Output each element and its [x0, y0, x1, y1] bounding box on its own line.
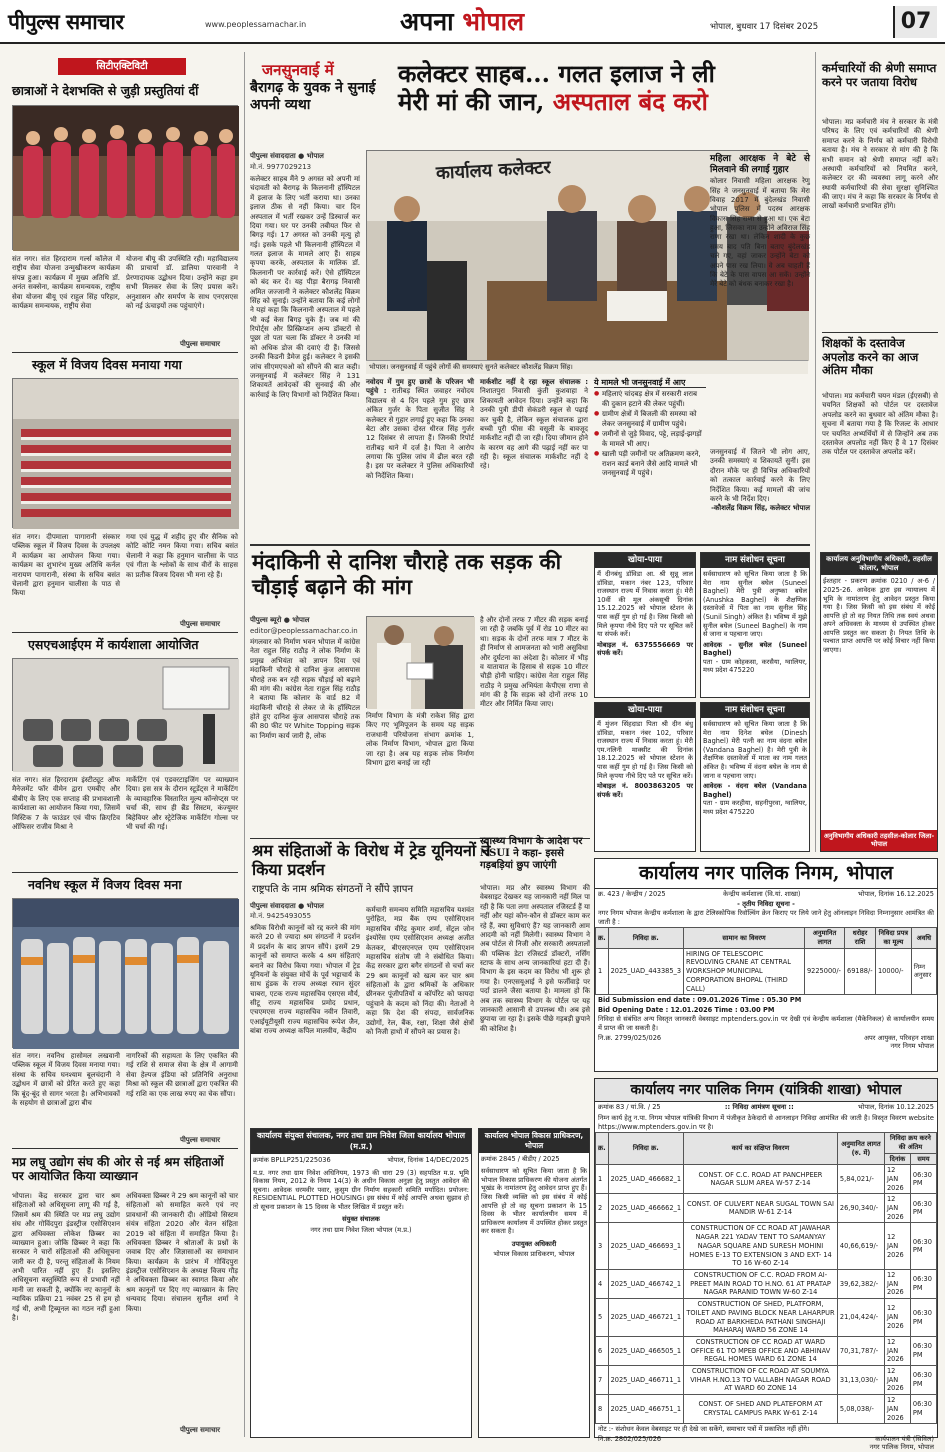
table-cell: 06:30 PM [910, 1194, 936, 1223]
table-cell: 8 [596, 1395, 609, 1424]
sub-headline: महिला आरक्षक ने बेटे से मिलवाने की लगाई गुहार [710, 154, 810, 175]
photo-sign: कार्यालय कलेक्टर [435, 157, 552, 184]
table-row [596, 1366, 937, 1395]
table-row [596, 1299, 937, 1337]
tender-table [595, 1132, 937, 1424]
story-text: अधिवक्ता छिब्बर ने 29 श्रम कानूनों को चार संहिताओं को समाहित करने एवं नए प्रावधानों की जानकारी दी। ऑडियो सिस्टम संयंत्र संहिता 2020 और वेतन संहिता 2019 को संहिता में समाहित किया है। अधिवक्ता छिब्बर ने श्रोताओं के प्रश्नों के जवाब दिए और जिज्ञासाओं का समाधान किया। कार्यक्रम के प्रारंभ में गोविंदपुरा इंडस्ट्रीज एसोसिएशन के अध्यक्ष विजय गौड़ ने अधिवक्ता छिब्बर का स्वागत किया और श्रम कानूनों पर दिए गए व्याख्यान के लिए धन्यवाद दिया। संचालन सुनील शर्मा ने किया। [126, 1192, 238, 1313]
ad-text: सर्वसाधारण को सूचित किया जाता है कि भोपाल विकास प्राधिकरण की योजना अंतर्गत भूखंड के नामांतरण हेतु आवेदन प्राप्त हुए हैं। जिस किसी व्यक्ति को इस संबंध में कोई आपत्ति हो तो वह सूचना प्रकाशन के 15 दिवस के भीतर कार्यालयीन समय में प्राधिकरण कार्यालय में उपस्थित होकर प्रस्तुत कर सकता है। [481, 1167, 587, 1236]
ad-signature: संयुक्त संचालक [342, 1215, 380, 1224]
sub-text: निशातपुरा निवासी कुंती कुशवाहा ने शिकायती आवेदन दिया। उन्होंने कहा कि उनकी पुत्री डीपी सेकंडरी स्कूल से पढ़ाई कर चुकी है, लेकिन स्कूल संचालक द्वारा बच्ची पूरी फीस की वसूली के बावजूद मार्कशीट नहीं दी जा रही। दिया जीमान होने के कारण वह आगे की पढ़ाई नहीं कर पा रही है। स्कूल संचालक मार्कशीट नहीं दे रहे। [480, 387, 588, 471]
col-header: निविदा क्र. [608, 1133, 683, 1165]
table-row [596, 1270, 937, 1299]
story-text: भोपाल। मप्र और स्वास्थ्य विभाग की वेबसाइट देखकर यह जानकारी नहीं मिल पा रही है कि पता लगा अस्पताल रजिस्टर्ड हैं या नहीं और यहां कौन-कौन से डॉक्टर काम कर रहे हैं, क्या सुविधाएं हैं? यह जानकारी आम आदमी को नहीं मिलेगी। स्वास्थ्य विभाग ने अब पोर्टल से निजी और सरकारी अस्पतालों की पब्लिक डेटा रजिस्टर्ड डॉक्टरों, नर्सिंग स्टाफ के साथ अन्य जानकारियां हटा दी हैं। विभाग के इस कदम का विरोध भी शुरू हो गया है। एनएसयूआई ने इसे फर्जीवाड़े पर पर्दा डालने जैसा बताया है। मामला हो कि अब तक स्वास्थ्य विभाग के पोर्टल पर यह जानकारी आसानी से उपलब्ध थी। अब इसे छुपाया जा रहा है। इसके पीछे गड़बड़ी छुपाने की कोशिश है। [480, 884, 590, 1033]
credit: पीपुल्स समाचार [180, 620, 221, 628]
ad-signature: उपायुक्त अधिकारी [511, 1239, 557, 1248]
table-cell: 7 [596, 1366, 609, 1395]
signature-line2: नगर निगम भोपाल [890, 1042, 934, 1051]
page-number: 07 [893, 6, 937, 38]
tender-intro: निम्न कार्य हेतु न.पा. निगम भोपाल यांत्रिकी विभाग में पंजीकृत ठेकेदारों से आनलाइन निविदा आमंत्रित की जाती है। विस्तृत विवरण website https://www.mptenders.gov.in पर है। [598, 1114, 934, 1131]
story-text: निर्माण विभाग के मंत्री राकेश सिंह द्वारा किए गए भूमिपूजन के समय यह सड़क राजधानी परियोजना संभाग क्रमांक 1, लोक निर्माण विभाग, भोपाल द्वारा किया जा रहा है। अब यह सड़क लोक निर्माण विभाग द्वारा बनाई जा रही [366, 712, 474, 767]
notice-text: मैं दीनबंधु डॉविडा आ. श्री सुन्नू लाल डॉविडा, मकान नंबर 123, परिवार राजस्थान राज्य में निवास करता हूं। मेरी 10वीं की मूल अंकसूची दिनांक 15.12.2025 को भोपाल स्टेशन के पास कहीं गुम हो गई है। जिस किसी को मिले कृपया नीचे दिए पते पर सूचित करें या संपर्क करें। [597, 570, 693, 639]
tender-notice-2 [594, 1078, 938, 1452]
lost-found-notice [594, 552, 696, 698]
tender-notice-head: :: निविदा आमंत्रण सूचना :: [724, 1103, 794, 1112]
table-cell: CONSTRUCTION OF SHED, PLATFORM, TOILET AND PAVING BLOCK NEAR LAHARPUR ROAD AT BARKHEDA PATHANI SINGHAJI MAHARAJ WARD 56 ZONE 14 [684, 1299, 838, 1337]
tender-signature [864, 1034, 934, 1051]
col-header: क्र. [596, 928, 609, 948]
table-cell: 06:30 PM [910, 1366, 936, 1395]
table-header-row [596, 928, 937, 948]
story-headline: स्कूल में विजय दिवस मनाया गया [32, 357, 182, 372]
story-text: गया एवं युद्ध में शहीद हुए वीर सैनिक को कोटि कोटि नमन किया गया। सचिव बसंत चेलानी ने कहा कि हनुमान चालीसा के पाठ एवं गीता के श्लोकों के साथ वीरों के साहस का प्रतीक विजय दिवस भी मना रहे हैं। [126, 533, 238, 579]
sub-text: रातीबड़ स्थित जवाहर नवोदय विद्यालय से 4 दिन पहले गुम हुए छात्र अंकित गुर्जर के पिता सुजीत सिंह ने कलेक्टर से गुहार लगाई हुए कहा कि उनका बेटा और उसका दोस्त धीरज सिंह गुर्जर 12 दिसंबर से लापता हैं। जिनकी रिपोर्ट रातीबड़ थाने में दर्ज है। पिता ने आरोप लगाया कि पुलिस जांच में ढील बरत रही है। इस पर कलेक्टर ने पुलिस अधिकारियों को निर्देशित किया। [366, 387, 474, 480]
memo-photo [366, 616, 474, 708]
story-text: संत नगर। संत हिरदाराम इंस्टीट्यूट ऑफ मैनेजमेंट फॉर वीमेन द्वारा एमबीए और बीबीए के लिए एक सप्ताह की प्रभावशाली कार्यशाला का आयोजन किया गया, जिसमें मिस्टिक 7 के फाउंडर एवं चीफ क्रिएटिव ऑफिसर राजीव मिश्रा ने [12, 776, 120, 831]
photo-caption: भोपाल। जनसुनवाई में पहुंचे लोगों की समस्याएं सुनते कलेक्टर कौशलेंद्र विक्रम सिंह। [366, 360, 808, 374]
table-row [596, 1165, 937, 1194]
byline: पीपुल्स संवाददाता ● भोपाल [250, 152, 324, 160]
signature-line2: नगर पालिक निगम, भोपाल [869, 1443, 934, 1452]
notice-text: सर्वसाधारण को सूचित किया जाता है कि मेरा नाम सुनील बघेल (Suneel Baghel) मेरी पुत्री अनुष्का बघेल (Anushka Baghel) के शैक्षणिक दस्तावेजों में पिता का नाम सुनील सिंह (Sunil Singh) अंकित है। भविष्य में मुझे सुनील बघेल (Suneel Baghel) के नाम से जाना व पहचाना जाए। [703, 570, 807, 639]
tender-intro: नगर निगम भोपाल केन्द्रीय कर्मशाला के द्वारा टेलिस्कोपिक रिवॉल्विंग क्रेन किराए पर लिये जाने हेतु ऑनलाइन निविदा निम्नानुसार आमंत्रित की जाती है : [598, 909, 934, 926]
table-row [596, 1223, 937, 1270]
credit: पीपुल्स समाचार [180, 1136, 221, 1144]
byline: पीपुल्स संवाददाता ● भोपाल [250, 902, 324, 910]
tender-notice-head: - तृतीय निविदा सूचना - [737, 899, 795, 908]
table-cell: 2025_UAD_466742_1 [608, 1270, 683, 1299]
col-header: दिनांक [884, 1153, 910, 1165]
notice-address: पता - ग्राम करहीया, सहनीपुरवा, ग्वालियर, मध्य प्रदेश 475220 [703, 799, 807, 816]
ad-title: कार्यालय भोपाल विकास प्राधिकरण, भोपाल [479, 1129, 589, 1153]
column-rule [815, 52, 816, 852]
photo-graphic [13, 659, 239, 772]
lead-headline-part: मेरी मां की जान, [398, 87, 545, 117]
table-cell: 2025_UAD_466505_1 [608, 1336, 683, 1365]
notice-title: कार्यालय अनुविभागीय अधिकारी, तहसील कोलार, भोपाल [821, 553, 937, 575]
divider [250, 544, 810, 546]
issue-item: ● खाली पड़ी जमीनों पर अतिक्रमण करने, राशन कार्ड बनाने जैसे आदि मामले भी जनसुनवाई में पहुंचे। [594, 450, 706, 478]
table-cell: 1 [596, 1165, 609, 1194]
table-cell: CONSTRUCTION OF CC ROAD AT WARD OFFICE 61 TO MPEB OFFICE AND ABHINAV REGAL HOMES WARD 61 ZONE 14 [684, 1336, 838, 1365]
col-header: सामान का विवरण [684, 928, 805, 948]
table-cell: CONSTRUCTION OF C.C. ROAD FROM AI-PREET MAIN ROAD TO H.NO. 61 AT PRATAP NAGAR PARANID TOWN W-60 Z-14 [684, 1270, 838, 1299]
table-cell: 2025_UAD_466682_1 [608, 1165, 683, 1194]
bda-ad [478, 1128, 590, 1438]
lead-headline-line2 [398, 88, 810, 116]
notice-address: पता - ग्राम कोहकसा, करसैया, ग्वालियर, मध्य प्रदेश 475220 [703, 657, 807, 675]
table-cell: CONSTRUCTION OF CC ROAD AT JAWAHAR NAGAR 221 YADAV TENT TO SAMANYAY NAGAR SQUARE AND SURESH MOHINI HOMES E-13 TO EXTENSION 3 AND EXT- 14 TO 16 W-60 Z-14 [684, 1223, 838, 1270]
story-headline: मंदाकिनी से दानिश चौराहे तक सड़क की चौड़ाई बढ़ाने की मांग [252, 549, 562, 599]
tender-note: नोट :- संशोधन केवल वेबसाइट पर ही देखे जा सकेंगे, समाचार पत्रों में प्रकाशित नहीं होंगे। [598, 1425, 810, 1434]
phone: मो.नं. 9977029213 [250, 163, 312, 171]
tender-ref2: नि.क्र. 2802/025/026 [598, 1434, 662, 1443]
divider [12, 352, 238, 353]
ad-date: भोपाल, दिनांक 14/DEC/2025 [387, 1156, 469, 1165]
section-title-accent: भोपाल [462, 7, 525, 36]
table-cell: 2025_UAD_466721_1 [608, 1299, 683, 1337]
divider [12, 632, 238, 633]
table-cell: CONST. OF CULVERT NEAR SUGAL TOWN SAI MANDIR W-61 Z-14 [684, 1194, 838, 1223]
phone: मो.नं. 9425493055 [250, 912, 312, 920]
table-cell: 12 JAN 2026 [884, 1336, 910, 1365]
tender-signature [870, 1435, 934, 1452]
story-text: भोपाल। केंद्र सरकार द्वारा चार श्रम संहिताओं को अधिसूचना लागू की गई है, जिसमें श्रम की स्थिति पर मप्र लघु उद्योग संघ और गोविंदपुरा इंडस्ट्रीज एसोसिएशन द्वारा अधिवक्ता लोकेश छिब्बर का व्याख्यान हुआ। जोकि छिब्बर ने कहा कि सरकार ने चारों संहिताओं की अधिसूचना जारी कर दी है, परन्तु संहिताओं के नियम अभी पारित नहीं हुए हैं। इसलिए अधिसूचना वस्तुस्थिति रूप से प्रभावी नहीं मानी जा सकती है, क्योंकि नए कानूनों के न्यायिक प्रक्रिया 21 नवंबर 25 से हम हो गई थी, अभी ट्रिब्यूनल का गठन नहीं हुआ है। [12, 1192, 120, 1322]
table-cell: 5,84,021/- [837, 1165, 884, 1194]
lead-right-column [710, 154, 810, 444]
table-cell: 12 JAN 2026 [884, 1165, 910, 1194]
table-cell: 12 JAN 2026 [884, 1299, 910, 1337]
notice-contact: मोबाइल नं. 6375556669 पर संपर्क करें। [597, 640, 693, 658]
table-cell: 06:30 PM [910, 1223, 936, 1270]
col-header: निविदा क्र. [608, 928, 683, 948]
table-cell: 06:30 PM [910, 1336, 936, 1365]
sub-headline: नवोदय में गुम हुए छात्रों के परिजन भी पहुंचे : [366, 378, 474, 396]
table-cell: 12 JAN 2026 [884, 1395, 910, 1424]
col-header: अनुमानित लागत (रु. में) [837, 1133, 884, 1165]
table-cell: 2025_UAD_466693_1 [608, 1223, 683, 1270]
sub-text: कोलार निवासी महिला आरक्षक रेणु सिंह ने जनसुनवाई में बताया कि मेरा विवाह 2017 में बुंदेलखंड निवासी भोपाल पुलिस में पदस्थ आरक्षक विकास सिंह राणा से हुआ था। एक बेटा हुआ, जिसका नाम उन्होंने अविराज सिंह राणा रखा था। लेकिन शादी के कुछ समय बाद पति बिना बताए बुंदेलखंड चले गए, वहां जाकर उन्होंने बेटा को अपने पास रख लिया। वे अब चाहती हैं कि बेटे के पास वापस आ सकें। उन्होंने मेरे बेटे को बंधक बनाकर रखा है। [710, 177, 810, 289]
photo-graphic [13, 106, 239, 251]
notice-signature: अनुविभागीय अधिकारी तहसील-कोलार जिला-भोपाल [821, 830, 937, 851]
story-headline: श्रम संहिताओं के विरोध में ट्रेड यूनियनों ने किया प्रदर्शन [252, 841, 491, 879]
table-cell: 2025_UAD_466662_1 [608, 1194, 683, 1223]
story-text: योजना बीयू की उपस्थिति रही। महाविद्यालय की प्राचार्या डॉ. डालिया पारवानी ने प्रेरणादायक उद्बोधन दिया। उन्होंने कहा हम सभी मिलकर सेवा के लिए प्रयास करें। अनुशासन और समर्पण के साथ एनएसएस को नई ऊंचाइयों तक पहुंचाएंगे। [126, 255, 238, 310]
story-text: नागरिकों की सहायता के लिए एकत्रित की गई राशि से समाज सेवा के क्षेत्र में आगामी सेवा हेल्पज इंडिया को प्रतिनिधि अनुराधा मिश्रा को स्कूल की छात्राओं द्वारा एकत्रित की गई राशि का एक लाख रुपए का चेक सौंपा। [126, 1052, 238, 1098]
story-text: कर्मचारी समन्वय समिति महासचिव यशवंत पुरोहित, मप्र बैंक एम्प एसोसिएशन महासचिव वीरेंद्र कुमार शर्मा, सेंट्रल जोन इंश्योरेंस एम्प एसोसिएशन अध्यक्ष अजीत केतकर, बीएसएनएल एम्प एसोसिएशन महासचिव संतोष जी ने संबोधित किया। केंद्र सरकार द्वारा बगैर संगठनों से चर्चा कर 29 श्रम कानूनों को खत्म कर चार श्रम संहिताओं के द्वारा श्रमिकों के अधिकार छीनकर पूंजीपतियों व कॉर्पोरेट को फायदा पहुंचाने के कदम को निंदा की। नेताओं ने कहा कि देश की संपदा, सार्वजनिक उद्योगों, रेल, बैंक, रक्षा, शिक्षा जैसे क्षेत्रों को निजी हाथों में सौंपने का प्रयास है। [366, 906, 474, 1036]
table-cell: CONST. OF SHED AND PLATEFORM AT CRYSTAL CAMPUS PARK W-61 Z-14 [684, 1395, 838, 1424]
table-cell: 26,90,340/- [837, 1194, 884, 1223]
table-cell: 1 [596, 948, 609, 995]
website-url[interactable]: www.peoplessamachar.in [205, 20, 307, 29]
newspaper-brand: पीपुल्स समाचार [8, 9, 124, 34]
table-cell: 6 [596, 1336, 609, 1365]
table-cell: HIRING OF TELESCOPIC REVOLVING CRANE AT CENTRAL WORKSHOP MUNICIPAL CORPORATION BHOPAL (THIRD CALL) [684, 948, 805, 995]
table-row [596, 1194, 937, 1223]
ad-signature-line2: भोपाल विकास प्राधिकरण, भोपाल [493, 1250, 575, 1259]
section-title [400, 5, 524, 38]
col-header: कार्य का संक्षिप्त विवरण [684, 1133, 838, 1165]
notice-title: खोया-पाया [595, 703, 695, 718]
story-headline: कर्मचारियों की श्रेणी समाप्त करने पर जताया विरोध [822, 61, 937, 89]
tender-table [595, 927, 937, 995]
table-cell: 3 [596, 1223, 609, 1270]
signature-line1: अपर आयुक्त, परिवहन शाखा [864, 1033, 934, 1042]
quote-author: -कौशलेंद्र विक्रम सिंह, कलेक्टर भोपाल [711, 504, 810, 513]
photo-graphic [13, 899, 239, 1049]
ad-signature-line2: नगर तथा ग्राम निवेश जिला भोपाल (म.प्र.) [310, 1226, 412, 1235]
story-text: है और दोनों तरफ 7 मीटर की सड़क बनाई जा रही है जबकि पूर्व में रोड 10 मीटर का था। सड़क के दोनों तरफ मात्र 7 मीटर के ही निर्माण से आमजनता को भारी असुविधा और दुर्घटना का अंदेशा है। कोलार में भीड़ व यातायात के हिसाब से सड़क 10 मीटर चौड़ी होनी चाहिए। कांग्रेस नेता राहुल सिंह राठौड़ ने प्रमुख अभियंता केपीएस राणा से मांग की है कि सड़क को दोनों तरफ 10 मीटर और निर्मित किया जाए। [480, 616, 588, 709]
col-group-header: निविदा क्रय करने की अंतिम [884, 1133, 936, 1153]
story-headline: नवनिध स्कूल में विजय दिवस मना [28, 877, 182, 892]
table-row [596, 948, 937, 995]
story-text: मार्केटिंग एवं एडवरटाइजिंग पर व्याख्यान दिया। इस सत्र के दौरान स्टूडेंट्स ने मार्केटिंग के व्यावहारिक विस्तारित मूल्य कॉन्सेप्ट्स पर चर्चा की, साथ ही ब्रैंड सिस्टम, कंज्यूमर बिहेवियर और स्ट्रेटेजिक मार्केटिंग गोल्स पर भी चर्चा की गई। [126, 776, 238, 831]
issue-item: ● जमीनों से जुड़े विवाद, पट्टे, लड़ाई-झगड़ों के मामले भी आए। [594, 430, 706, 449]
notice-title: नाम संशोधन सूचना [701, 553, 809, 568]
lead-side-headline: बैरागढ़ के युवक ने सुनाई अपनी व्यथा [250, 80, 376, 113]
table-cell: निम्न अनुसार [911, 948, 936, 995]
story-text: श्रमिक विरोधी कानूनों को रद्द करने की मांग करते 20 से ज्यादा श्रम संगठनों ने प्रदर्शन में प्रदर्शन के बाद ज्ञापन सौंपे। इसमें 29 कानूनों को समाप्त करके 4 श्रम संहिताएं बनाने का विरोध किया गया। भोपाल में ट्रेड यूनियनों के संयुक्त मोर्चे के पूर्व भट्टाचार्य के साथ हुंडक के राज्य अध्यक्ष रघान सुंदर चाबरा, एटक राज्य महासचिव एसएस मौर्य, सीटू राज्य महासचिव प्रमोद प्रधान, एचएमएस राज्य महासचिव नवीन तिवारी, एआईयूटीयूसी राज्य महासचिव रूपेश जैन, बांबा राज्य अध्यक्ष कपिल मालवीय, केंद्रीय [250, 924, 360, 1036]
table-cell: 9225000/- [804, 948, 844, 995]
tender-title: कार्यालय नगर पालिक निगम (यांत्रिकी शाखा) भोपाल [595, 1079, 937, 1102]
issue-item: ● महिलाएं चांदबड़ क्षेत्र में सरकारी शराब की दुकान हटाने की लेकर पहुंचीं। [594, 390, 706, 409]
table-cell: 06:30 PM [910, 1299, 936, 1337]
tender-notice-1 [594, 858, 938, 1072]
tender-footer: निविदा से संबंधित अन्य विस्तृत जानकारी वेबसाइट mptenders.gov.in पर देखी एवं केन्द्रीय कर्मशाला (मैकेनिकल) से कार्यालयीन समय में प्राप्त की जा सकती है। [598, 1015, 934, 1032]
notice-signature: आवेदक - सुनील बघेल (Suneel Baghel) [703, 640, 807, 658]
tender-ref2: नि.क्र. 2799/025/026 [598, 1033, 662, 1042]
ad-title: कार्यालय संयुक्त संचालक, नगर तथा ग्राम निवेश जिला कार्यालय भोपाल (म.प्र.) [251, 1129, 471, 1154]
notice-text: ईश्तहार - प्रकरण क्रमांक 0210 / अ-6 / 2025-26. आवेदक द्वारा इस न्यायालय में भूमि के नामांतरण हेतु आवेदन प्रस्तुत किया गया है। जिस किसी को इस संबंध में कोई आपत्ति हो तो वह नियत तिथि तक स्वयं अथवा अपने अधिवक्ता के माध्यम से उपस्थित होकर आपत्ति प्रस्तुत कर सकता है। नियत तिथि के पश्चात प्राप्त आपत्ति पर कोई विचार नहीं किया जाएगा। [823, 577, 935, 654]
table-header-row [596, 1133, 937, 1153]
signature-line1: कार्यपालन यंत्री (सिविल) [875, 1434, 934, 1443]
table-cell: 12 JAN 2026 [884, 1223, 910, 1270]
table-cell: 69188/- [845, 948, 876, 995]
story-headline: एसएचआईएम में कार्यशाला आयोजित [28, 637, 199, 652]
dateline: भोपाल, बुधवार 17 दिसंबर 2025 [710, 22, 819, 32]
lead-headline-line1: कलेक्टर साहब... गलत इलाज ने ली [398, 59, 715, 88]
section-kicker: सिटीएक्टिविटी [58, 58, 186, 75]
table-cell: 2 [596, 1194, 609, 1223]
story-headline: स्वास्थ्य विभाग के आदेश पर NSUI ने कहा- इससे गड़बड़ियां छुप जाएंगी [480, 836, 583, 871]
col-header: अनुमानित लागत [804, 928, 844, 948]
col-header: अवधि [911, 928, 936, 948]
col-header: समय [910, 1153, 936, 1165]
notice-contact: मोबाइल नं. 8003863205 पर संपर्क करें। [597, 782, 693, 799]
workshop-photo [12, 658, 238, 771]
divider [12, 872, 238, 873]
lost-found-notice [594, 702, 696, 852]
school-event-photo [12, 378, 238, 528]
table-cell: 12 JAN 2026 [884, 1270, 910, 1299]
col-header: क्र. [596, 1133, 609, 1165]
table-body [596, 948, 937, 995]
also-raised-box [594, 378, 706, 538]
table-cell: 10000/- [875, 948, 911, 995]
table-cell: 12 JAN 2026 [884, 1366, 910, 1395]
story-text: संत नगर। संत हिरदाराम गर्ल्स कॉलेज में राष्ट्रीय सेवा योजना उन्मुखीकरण कार्यक्रम संपन्न हुआ। कार्यक्रम में मुख्य अतिथि डॉ. अनंत सक्सेना, कार्यक्रम समन्वयक, राष्ट्रीय सेवा योजना बीयू एवं राहुल सिंह परिहार, कार्यक्रम समन्वयक, राष्ट्रीय सेवा [12, 255, 120, 310]
notice-text: मैं मुंजन सिंहदाडा पिता श्री दीन बंधु डॉविडा, मकान नंबर 102, परिवार राजस्थान राज्य में निवास करता हूं। मेरी एम.नलिनी माक्सीट की दिनांक 18.12.2025 को भोपाल स्टेशन के पास कहीं गुम हो गई है। जिस किसी को मिले कृपया नीचे दिए पते पर सूचित करें। [597, 720, 693, 780]
story-subhead: राष्ट्रपति के नाम श्रमिक संगठनों ने सौंपे ज्ञापन [252, 884, 414, 895]
name-change-notice [700, 702, 810, 852]
sub-headline: ये मामले भी जनसुनवाई में आए [594, 378, 706, 388]
lead-subsection [480, 378, 588, 530]
table-cell: 2025_UAD_466751_1 [608, 1395, 683, 1424]
quote-text: जनसुनवाई में जितने भी लोग आए, उनकी समस्याएं व शिकायतें सुनीं। इस दौरान मौके पर ही विभिन्न अधिकारियों को तत्काल कार्रवाई करने के लिए निर्देशित किया। कई मामलों की जांच करने के भी निर्देश दिए। [710, 448, 810, 503]
lead-text: कलेक्टर साहब मैंने 9 अगस्त को अपनी मां चंदावती को बैरागढ़ के किलनानी हॉस्पिटल में इलाज के लिए भर्ती कराया था। उनका इलाज ठीक से नहीं किया। चार दिन अस्पताल में भर्ती रखकर उन्हें डिस्चार्ज कर दिया गया। घर पर उनकी तबीयत फिर से बिगड़ गई। 17 अगस्त को उनकी मृत्यु हो गई। इसके पहले भी किलनानी हॉस्पिटल में गलत इलाज के मामले आए हैं। साहब कृपया करके, अस्पताल के मालिक डॉ. किलनानी पर कार्रवाई करें। ऐसे हॉस्पिटल को बंद कर दें। यह पीड़ा बैरागढ़ निवासी अमित जज्जानी ने कलेक्टर कौशलेंद्र विक्रम सिंह को सुनाई। उन्होंने बताया कि कई लोगों ने यहां कहा कि किलनानी अस्पताल में पहले भी कई केस बिगड़ चुके हैं। जब मां की रिपोर्ट्स और प्रिस्क्रिप्शन अन्य डॉक्टरों से पूछा तो पता चला कि डॉक्टर ने उनकी मां को अधिक डोज की दवाएं दी हैं। जिससे उनकी किडनी डैमेज हुई। कलेक्टर ने इसकी जांच सीएमएचओ को सौंपने की बात कही। जनसुनवाई में कलेक्टर सिंह ने 131 शिकायतें आवेदकों की सुनवाई की और कार्रवाई के लिए विभागों को निर्देशित किया। [250, 175, 360, 399]
credit: पीपुल्स समाचार [180, 1426, 221, 1434]
tehsil-notice [820, 552, 938, 852]
tender-signline [595, 1034, 937, 1051]
photo-graphic [13, 379, 239, 529]
col-header: धरोहर राशि [845, 928, 876, 948]
table-row [596, 1336, 937, 1365]
table-cell: 70,31,787/- [837, 1336, 884, 1365]
table-cell: CONST. OF C.C. ROAD AT PANCHPEER NAGAR SLUM AREA W-57 Z-14 [684, 1165, 838, 1194]
photo-graphic [367, 617, 475, 709]
tender-signline [595, 1435, 937, 1452]
table-cell: 2025_UAD_466711_1 [608, 1366, 683, 1395]
ad-ref: क्रमांक 2845 / बीडीए / 2025 [481, 1154, 560, 1163]
credit: पीपुल्स समाचार [180, 340, 221, 348]
divider [822, 332, 938, 333]
notice-signature: आवेदक - वंदना बघेल (Vandana Baghel) [703, 782, 807, 799]
tender-refline [595, 1102, 937, 1113]
dance-photo [12, 105, 238, 250]
tender-title: कार्यालय नगर पालिक निगम, भोपाल [595, 859, 937, 889]
ad-text: म.प्र. नगर तथा ग्राम निवेश अधिनियम, 1973 की धारा 29 (3) सहपठित म.प्र. भूमि विकास नियम, 2012 के नियम 14(3) के अधीन विकास अनुज्ञा हेतु प्रस्तुत आवेदन की सूचना। आवेदक धरमवीर पवार, कुसुम ग्रीन निर्माण सहकारी समिति मर्यादित। प्रयोजन: RESIDENTIAL PLOTTED HOUSING। इस संबंध में कोई आपत्ति अथवा सुझाव हो तो सूचना प्रकाशन के 15 दिवस के भीतर लिखित में प्रस्तुत करें। [253, 1168, 469, 1211]
notice-title: नाम संशोधन सूचना [701, 703, 809, 718]
ad-ref: क्रमांक BPLLP251/225036 [253, 1156, 331, 1165]
sub-headline: मार्कशीट नहीं दे रहा स्कूल संचालक : [480, 378, 588, 386]
lead-side-kicker: जनसुनवाई में [262, 61, 334, 79]
table-cell: CONSTRUCTION OF CC ROAD AT SOUMYA VIHAR H.NO.13 TO VALLABH NAGAR ROAD AT WARD 60 ZONE 14 [684, 1366, 838, 1395]
lead-headline-accent: अस्पताल बंद करो [552, 87, 708, 117]
table-cell: 5,08,038/- [837, 1395, 884, 1424]
table-cell: 12 JAN 2026 [884, 1194, 910, 1223]
town-planning-ad [250, 1128, 472, 1438]
table-body [596, 1165, 937, 1424]
table-row [596, 1395, 937, 1424]
story-text: भोपाल। मप्र कर्मचारी मंच ने सरकार के मंत्री परिषद के लिए एवं कर्मचारियों की श्रेणी समाप्त करने के निर्णय को कर्मचारी विरोधी बताया है। मंच ने सरकार से मांग की है कि सभी समान को श्रेणी समाप्त नहीं करें। अस्थायी कर्मचारियों को नियमित करने, कलेक्टर दर की व्यवस्था लागू करने और स्थायी कर्मचारियों की सेवा सुरक्षा सुनिश्चित की जाए। मंच ने कहा कि सरकार के निर्णय से लाखों कर्मचारी प्रभावित होंगे। [822, 118, 938, 211]
table-cell: 39,62,382/- [837, 1270, 884, 1299]
table-cell: 06:30 PM [910, 1165, 936, 1194]
tender-date: भोपाल, दिनांक 16.12.2025 [858, 890, 934, 899]
col-header: निविदा प्रपत्र का मूल्य [875, 928, 911, 948]
story-headline: शिक्षकों के दस्तावेज अपलोड करने का आज अंतिम मौका [822, 336, 919, 378]
tender-dept: केन्द्रीय कर्मशाला (वि.यां. शाखा) [723, 890, 801, 899]
story-text: संत नगर। नवनिध हासोमल लखवानी पब्लिक स्कूल में विजय दिवस मनाया गया। संस्था के सचिव घनश्याम बूलचंदानी ने उद्बोधन में छात्रों को प्रेरित करते हुए कहा कि बूंद-बूंद से सागर भरता है। अभिभावकों के सहयोग से छात्राओं द्वारा बीच [12, 1052, 120, 1107]
column-rule [244, 52, 245, 1437]
lead-subsection [366, 378, 474, 530]
vijay-diwas-photo [12, 898, 238, 1048]
tender-date: भोपाल, दिनांक 10.12.2025 [858, 1103, 934, 1112]
table-cell: 4 [596, 1270, 609, 1299]
table-cell: 40,66,619/- [837, 1223, 884, 1270]
table-cell: 2025_UAD_443385_3 [608, 948, 683, 995]
issue-item: ● ग्रामीण क्षेत्रों में बिजली की समस्या को लेकर जनसुनवाई में ग्रामीण पहुंचे। [594, 410, 706, 429]
ad-refline [251, 1154, 471, 1167]
issues-list [594, 390, 706, 478]
tender-ref: क्र. 423 / केन्द्रीय / 2025 [598, 890, 666, 899]
table-cell: 5 [596, 1299, 609, 1337]
table-cell: 06:30 PM [910, 1270, 936, 1299]
bid-opening-date: Bid Opening Date : 12.01.2026 Time : 03.00 PM [598, 1005, 775, 1014]
notice-title: खोया-पाया [595, 553, 695, 568]
table-cell: 21,04,424/- [837, 1299, 884, 1337]
story-headline: छात्राओं ने देशभक्ति से जुड़ी प्रस्तुतियां दीं [12, 83, 199, 98]
email[interactable]: editor@peoplessamachar.co.in [250, 627, 358, 635]
story-text: संत नगर। दीपमाला पागारानी संस्कार पब्लिक स्कूल में विजय दिवस के उपलक्ष्य में कार्यक्रम का आयोजन किया गया। कार्यक्रम का शुभारंभ मुख्य अतिथि कर्नल नारायण पागारानी, संस्था के सचिव बसंत चेलानी द्वारा हनुमान चालीसा के पाठ से किया [12, 533, 120, 598]
tender-ref: क्रमांक 83 / यां.वि. / 25 [598, 1103, 661, 1112]
table-cell: 31,13,030/- [837, 1366, 884, 1395]
lead-headline [398, 60, 810, 117]
tender-refline [595, 889, 937, 900]
table-cell: 06:30 PM [910, 1395, 936, 1424]
section-title-main: अपना [400, 7, 454, 36]
notice-text: सर्वसाधारण को सूचित किया जाता है कि मेरा नाम दिनेश बघेल (Dinesh Baghel) मेरी पत्नी का नाम वंदना बघेल (Vandana Baghel) है। मेरी पुत्री के शैक्षणिक दस्तावेजों में माता का नाम गलत अंकित है। भविष्य में वंदना बघेल के नाम से जाना व पहचाना जाए। [703, 720, 807, 780]
name-change-notice [700, 552, 810, 698]
story-text: मंगलवार को निर्माण भवन भोपाल में कांग्रेस नेता राहुल सिंह राठौड़ ने लोक निर्माण के प्रमुख अभियंता को ज्ञापन दिया एवं मंदाकिनी चौराहे से दानिश कुंज आसपास चौराहे तक बन रही सड़क चौड़ाई को बढ़ाने की मांग की। कांग्रेस नेता राहुल सिंह राठौड़ ने बताया कि कोलार के वार्ड 82 में मंदाकिनी चौराहे से लेकर जे के हॉस्पिटल होते हुए दानिश कुंज आसपास चौराहे तक की 80 फीट पर White Topping सड़क का निर्माण कार्य जारी है, लोक [250, 638, 360, 740]
story-text: भोपाल। मप्र कर्मचारी चयन मंडल (ईएसबी) से चयनित शिक्षकों को पोर्टल पर दस्तावेज अपलोड करने का बुधवार को अंतिम मौका है। सूचना में बताया गया है कि रिजल्ट के आधार पर चयनित अभ्यर्थियों में से जिन्होंने अब तक दस्तावेज अपलोड नहीं किए हैं वे 17 दिसंबर तक पोर्टल पर दस्तावेज अपलोड करें। [822, 392, 938, 457]
story-headline: मप्र लघु उद्योग संघ की ओर से नई श्रम संहिताओं पर आयोजित किया व्याख्यान [12, 1155, 224, 1184]
divider [12, 1148, 238, 1149]
collector-quote [710, 448, 810, 528]
bid-submission-end: Bid Submission end date : 09.01.2026 Time : 05.30 PM [598, 996, 802, 1005]
byline: पीपुल्स ब्यूरो ● भोपाल [250, 616, 310, 624]
